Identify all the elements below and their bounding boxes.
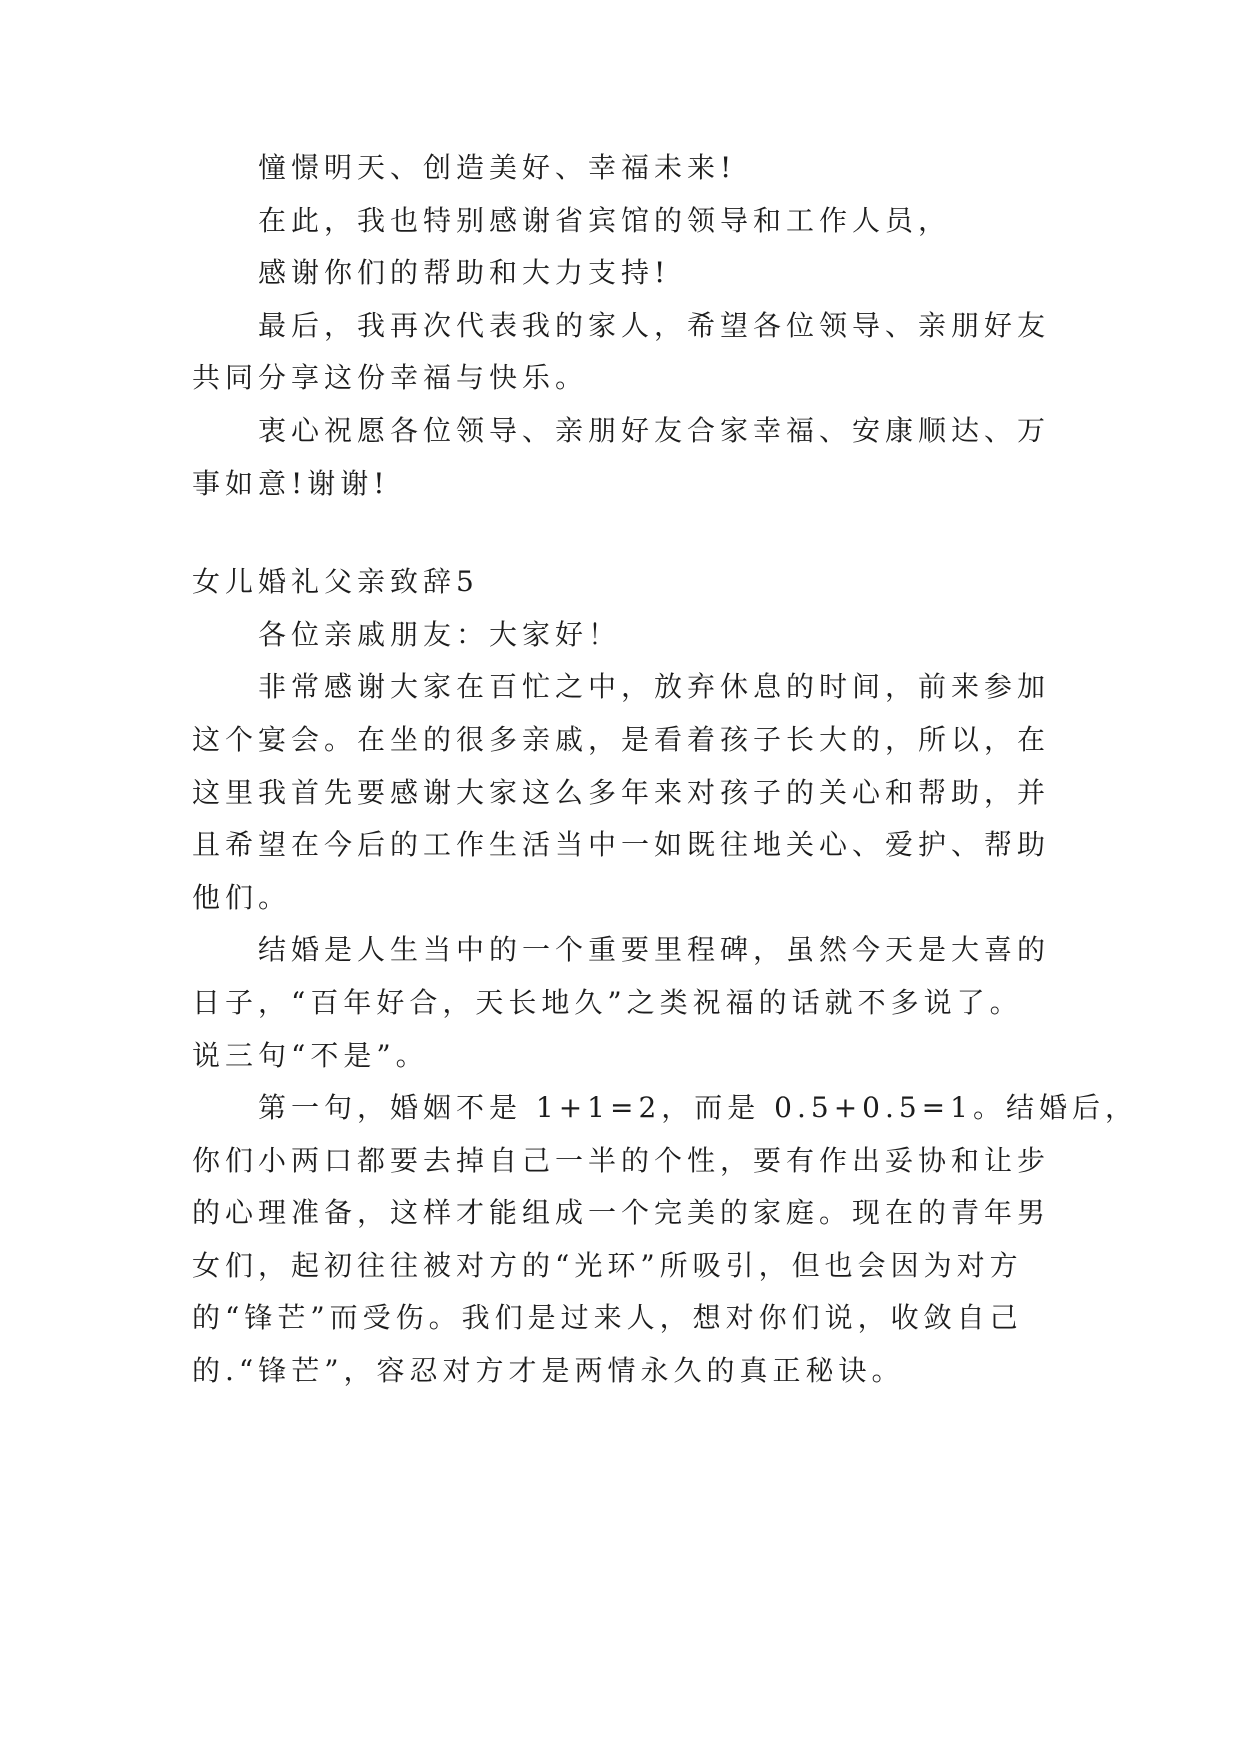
paragraph — [192, 300, 1092, 405]
paragraph — [192, 247, 1092, 300]
text-line: 的心理准备，这样才能组成一个完美的家庭。现在的青年男 — [192, 1196, 1051, 1230]
paragraph — [192, 142, 1092, 195]
text-line: 非常感谢大家在百忙之中，放弃休息的时间，前来参加 — [258, 670, 1051, 704]
text-line: 感谢你们的帮助和大力支持! — [258, 256, 671, 290]
text-line: 最后，我再次代表我的家人，希望各位领导、亲朋好友 — [258, 308, 1051, 342]
text-line: 说三句“不是”。 — [192, 1038, 429, 1072]
document-body — [192, 142, 1138, 1398]
text-line: 共同分享这份幸福与快乐。 — [192, 361, 589, 395]
text-line: 结婚是人生当中的一个重要里程碑，虽然今天是大喜的 — [258, 933, 1051, 967]
text-line: 这个宴会。在坐的很多亲戚，是看着孩子长大的，所以，在 — [192, 722, 1051, 756]
paragraph — [192, 924, 1092, 1082]
paragraph — [192, 609, 1092, 662]
text-line: 这里我首先要感谢大家这么多年来对孩子的关心和帮助，并 — [192, 775, 1051, 809]
text-line: 各位亲戚朋友：大家好！ — [258, 617, 622, 651]
text-line: 第一句，婚姻不是 1+1=2，而是 0.5+0.5=1。结婚后， — [258, 1091, 1138, 1125]
paragraph — [192, 1082, 1138, 1398]
text-line: 憧憬明天、创造美好、幸福未来! — [258, 151, 737, 184]
text-line: 的.“锋芒”，容忍对方才是两情永久的真正秘诀。 — [192, 1354, 905, 1388]
text-line: 事如意!谢谢! — [192, 466, 390, 500]
paragraph — [192, 661, 1092, 924]
section-title: 女儿婚礼父亲致辞5 — [192, 565, 479, 599]
text-line: 你们小两口都要去掉自己一半的个性，要有作出妥协和让步 — [192, 1143, 1051, 1177]
text-line: 且希望在今后的工作生活当中一如既往地关心、爱护、帮助 — [192, 828, 1051, 862]
text-line: 日子，“百年好合，天长地久”之类祝福的话就不多说了。 — [192, 985, 1023, 1019]
paragraph — [192, 195, 1092, 248]
text-line: 在此，我也特别感谢省宾馆的领导和工作人员， — [258, 203, 952, 237]
text-line: 衷心祝愿各位领导、亲朋好友合家幸福、安康顺达、万 — [258, 413, 1051, 447]
text-line: 他们。 — [192, 880, 292, 914]
paragraph — [192, 405, 1092, 510]
text-line: 女们，起初往往被对方的“光环”所吸引，但也会因为对方 — [192, 1248, 1023, 1282]
text-line: 的“锋芒”而受伤。我们是过来人，想对你们说，收敛自己 — [192, 1301, 1023, 1335]
